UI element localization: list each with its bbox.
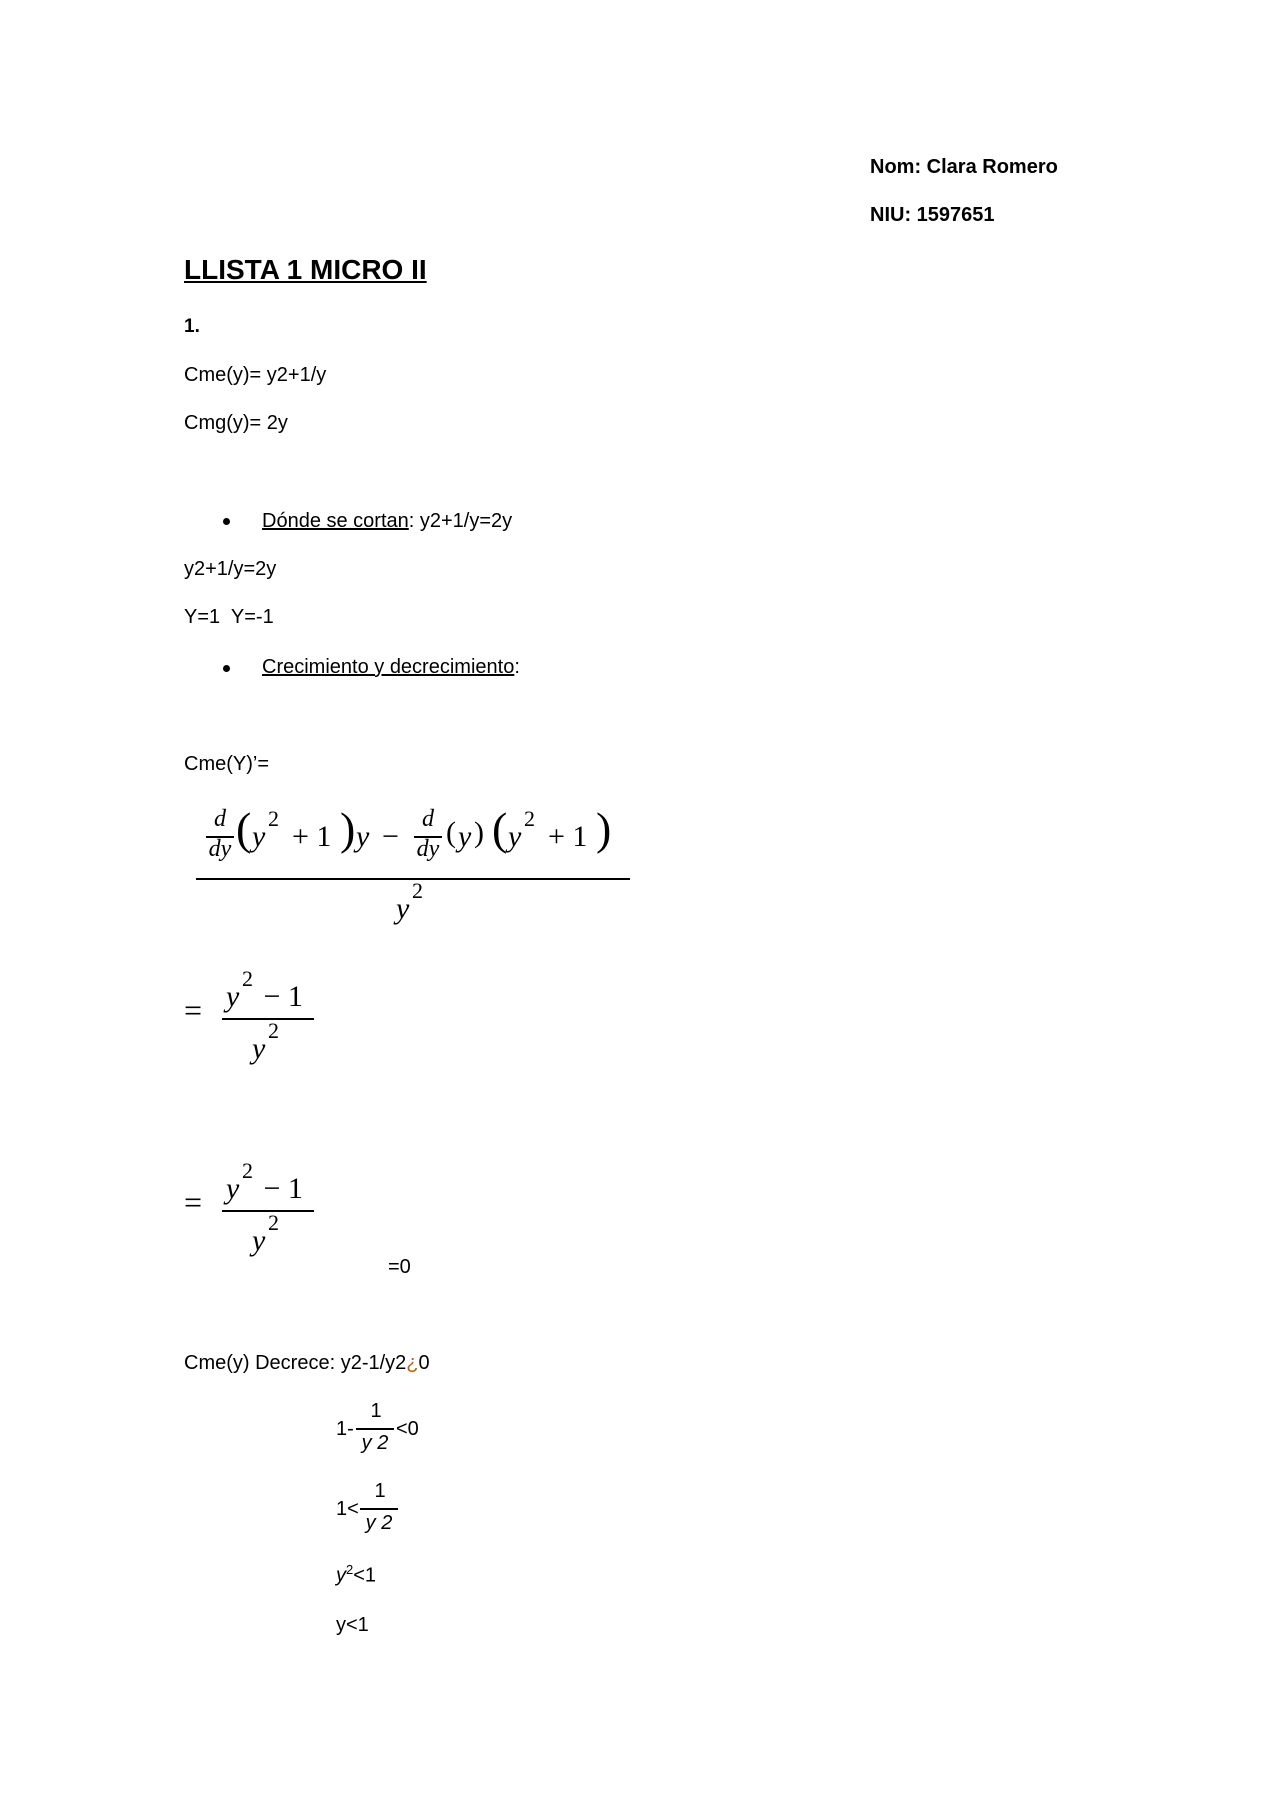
step-inequality-2: 1< 1 y 2 — [336, 1480, 456, 1544]
step-inequality-final: y<1 — [336, 1614, 369, 1636]
bullet-dot — [223, 518, 230, 525]
bullet-growth-label: Crecimiento y decrecimiento — [262, 656, 515, 678]
page-title: LLISTA 1 MICRO II — [184, 254, 427, 285]
d-dy-fraction: d dy — [412, 806, 444, 866]
student-name: Nom: Clara Romero — [870, 156, 1058, 178]
fraction-bar — [360, 1508, 398, 1510]
equals-zero: =0 — [388, 1256, 411, 1278]
inequality-symbol: ¿ — [406, 1352, 419, 1374]
bullet-dot — [223, 665, 230, 672]
bullet-growth — [262, 656, 520, 679]
derivative-label: Cme(Y)’= — [184, 753, 270, 775]
decrece-line: Cme(y) Decrece: y2-1/y2¿0 — [184, 1352, 430, 1374]
solutions-line: Y=1 Y=-1 — [184, 606, 274, 628]
d-dy-fraction: d dy — [204, 806, 236, 866]
bullet-intersection — [262, 510, 512, 533]
bullet-growth-text: : — [514, 656, 520, 678]
bullet-intersection-text: : y2+1/y=2y — [408, 510, 513, 532]
step-inequality-3: $y^2<1$ — [336, 1562, 377, 1587]
cmg-definition: Cmg(y)= 2y — [184, 412, 288, 434]
simplified-fraction: = y 2 − 1 y 2 — [184, 964, 324, 1084]
fraction-bar — [356, 1428, 394, 1430]
exercise-number: 1. — [184, 316, 200, 337]
derivative-formula: d dy ( y 2 + 1 ) y − d dy ( y ) ( y 2 + 1 ) y 2 — [196, 800, 636, 940]
simplified-fraction: = y 2 − 1 y 2 — [184, 1156, 324, 1276]
cme-definition: Cme(y)= y2+1/y — [184, 364, 327, 386]
step-inequality-1: 1- 1 y 2 <0 — [336, 1400, 419, 1454]
bullet-intersection-label: Dónde se cortan — [262, 510, 409, 532]
equation-line: y2+1/y=2y — [184, 558, 277, 580]
student-niu: NIU: 1597651 — [870, 204, 995, 226]
